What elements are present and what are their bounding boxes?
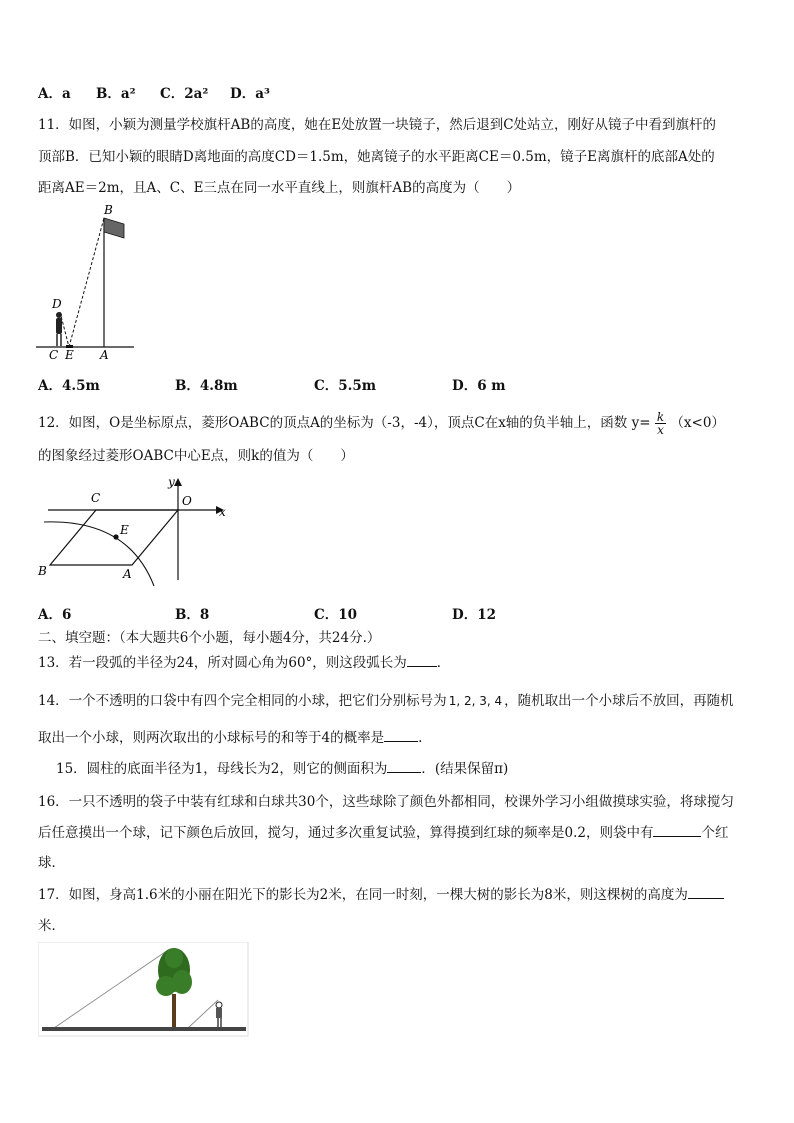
q14-text-2: ，随机取出一个小球后不放回，再随机 <box>504 693 734 709</box>
q10-option-a: A．a <box>38 86 71 102</box>
label-a: A <box>100 348 109 362</box>
q14-answer-blank <box>384 729 418 742</box>
q11-option-c: C．5.5m <box>314 378 377 394</box>
q12-line-1-text: 12．如图，O是坐标原点，菱形OABC的顶点A的坐标为（-3，-4），顶点C在x轴的负半轴上，函数 y= <box>38 415 651 431</box>
label-c: C <box>49 348 59 362</box>
fraction-denominator: x <box>657 423 664 437</box>
label-e: E <box>120 523 129 537</box>
section-heading: 二、填空题：（本大题共6个小题，每小题4分，共24分.） <box>38 630 381 646</box>
q13-end: ． <box>436 655 451 671</box>
q16-text: 后任意摸出一个球，记下颜色后放回，搅匀，通过多次重复试验，算得摸到红球的频率是0.2，则袋中有 <box>38 825 654 841</box>
q12-option-d: D．12 <box>452 607 496 623</box>
q15-line <box>56 760 508 778</box>
q12-option-c: C．10 <box>314 607 358 623</box>
label-y: y <box>168 475 175 489</box>
ground-strip <box>42 1027 246 1031</box>
label-b: B <box>104 203 113 217</box>
q13-text: 13．若一段弧的半径为24，所对圆心角为60°，则这段弧长为 <box>38 655 407 671</box>
q12-domain: （x<0） <box>670 415 725 431</box>
q12-line-2: 的图象经过菱形OABC中心E点，则k的值为（ ） <box>38 448 354 464</box>
q11-figure <box>36 200 136 362</box>
q13-answer-blank <box>407 654 437 667</box>
q17-line-1 <box>38 886 724 904</box>
label-a: A <box>123 567 132 581</box>
q17-text: 17．如图，身高1.6米的小丽在阳光下的影长为2米，在同一时刻，一棵大树的影长为8米，则这棵树的高度为 <box>38 887 688 903</box>
q10-option-b: B．a² <box>96 86 136 102</box>
fraction-numerator: k <box>656 410 665 424</box>
q17-line-2: 米． <box>38 918 65 934</box>
q10-option-c: C．2a² <box>160 86 209 102</box>
q14-line-2 <box>38 729 422 747</box>
label-d: D <box>52 297 62 311</box>
function-fraction <box>655 411 666 436</box>
q10-option-d: D．a³ <box>230 86 270 102</box>
y-axis-arrow-icon <box>174 478 182 486</box>
q12-option-b: B．8 <box>175 607 210 623</box>
q14-end: . <box>418 730 423 746</box>
q16-end: 个红 <box>701 825 729 841</box>
person-shadow-ray <box>188 1000 218 1028</box>
q17-figure <box>38 942 250 1038</box>
label-x: x <box>219 505 226 519</box>
q11-line-2: 顶部B．已知小颖的眼睛D离地面的高度CD＝1.5m，她离镜子的水平距离CE＝0.5m，镜子E离旗杆的底部A处的 <box>38 149 715 165</box>
q11-option-a: A．4.5m <box>38 378 100 394</box>
q12-option-a: A．6 <box>38 607 72 623</box>
q15-answer-blank <box>387 760 421 773</box>
q16-line-3: 球． <box>38 855 65 871</box>
q16-line-2 <box>38 824 728 842</box>
q11-option-b: B．4.8m <box>175 378 238 394</box>
q16-answer-blank <box>653 824 701 837</box>
label-o: O <box>182 494 192 508</box>
label-c: C <box>91 491 101 505</box>
q14-numbers: 1, 2, 3, 4 <box>448 694 503 708</box>
q11-option-d: D．6 m <box>452 378 506 394</box>
tree-icon <box>156 948 192 1028</box>
q14-text-3: 取出一个小球，则两次取出的小球标号的和等于4的概率是 <box>38 730 385 746</box>
q15-text: 15．圆柱的底面半径为1，母线长为2，则它的侧面积为 <box>56 761 388 777</box>
q12-figure <box>36 474 232 590</box>
q11-line-3: 距离AE＝2m，且A、C、E三点在同一水平直线上，则旗杆AB的高度为（ ） <box>38 180 521 196</box>
person-icon <box>216 1002 222 1028</box>
q14-text-1: 14．一个不透明的口袋中有四个完全相同的小球，把它们分别标号为 <box>38 693 447 709</box>
q13-line <box>38 654 450 672</box>
flag-icon <box>104 218 124 238</box>
label-b: B <box>38 564 47 578</box>
hyperbola-curve <box>44 522 154 586</box>
q16-line-1: 16．一只不透明的袋子中装有红球和白球共30个，这些球除了颜色外都相同，校课外学习小组做摸球实验，将球搅匀 <box>38 794 734 810</box>
label-e: E <box>65 348 74 362</box>
mirror-to-top-ray <box>69 218 104 347</box>
q12-line-1 <box>38 411 725 436</box>
q17-answer-blank <box>688 886 724 899</box>
tree-shadow-ray <box>54 950 168 1028</box>
center-point-e <box>113 534 118 539</box>
q14-line-1 <box>38 692 734 710</box>
q11-line-1: 11．如图，小颖为测量学校旗杆AB的高度，她在E处放置一块镜子，然后退到C处站立，刚好从镜子中看到旗杆的 <box>38 117 717 133</box>
girl-icon <box>56 312 62 346</box>
q15-end: ．(结果保留π) <box>421 761 509 777</box>
figure-border <box>38 942 248 1036</box>
